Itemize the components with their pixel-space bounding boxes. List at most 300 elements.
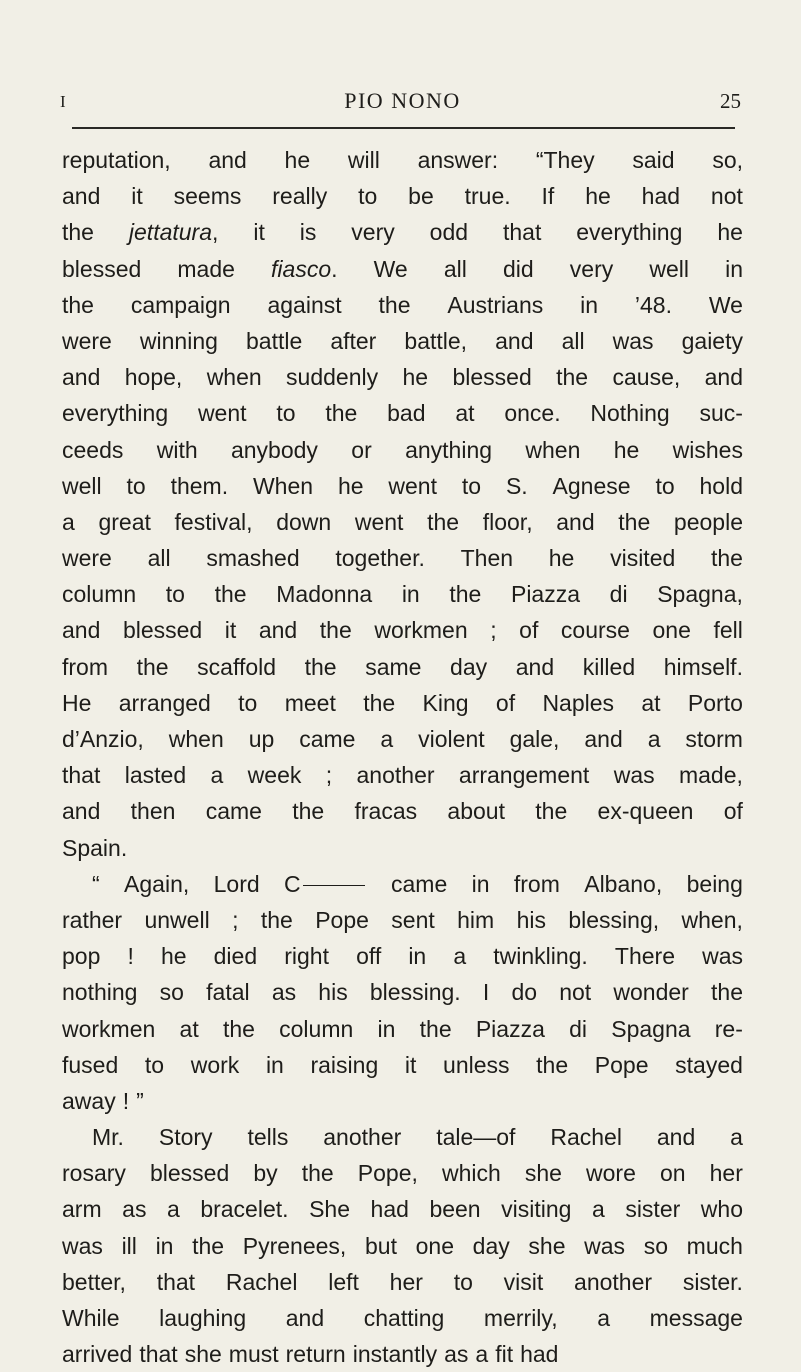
word: message [649,1305,743,1331]
text-line [62,1300,743,1336]
word: as [271,979,297,1006]
text-line [62,649,743,685]
word: and [285,1305,325,1331]
word: Nothing [590,400,670,427]
word: column [279,1015,354,1042]
word: great [98,508,151,535]
word: the [427,508,460,535]
word: went [354,508,404,535]
word: well [649,255,689,282]
word: fatal [206,979,250,1006]
word: in [580,291,599,318]
word: suc- [699,400,743,427]
word: to [165,581,185,608]
word: odd [429,219,469,246]
word: jettatura, [128,219,219,246]
header-rule [72,127,735,129]
word: a [62,508,75,535]
word: his [318,979,348,1006]
word: d’Anzio, [62,726,144,752]
word: she [184,1341,222,1368]
word: all [443,255,467,282]
word: the [260,906,293,933]
word: blessing, [568,906,660,933]
word: visit [503,1268,544,1295]
word: lasted [124,762,187,789]
page-header [60,88,745,120]
word: a [647,726,661,752]
text-line [62,1047,743,1083]
word: and [704,364,743,391]
word: di [569,1015,588,1042]
word: unwell [144,906,210,933]
word: must [228,1341,279,1368]
word: He [62,689,92,716]
word: the [301,1160,334,1187]
text-line [62,1264,743,1300]
word: after [330,327,377,354]
word: up [248,726,275,752]
word: did [502,255,534,282]
word: a [597,1305,611,1331]
word: fused [62,1051,119,1078]
word: came [205,798,262,825]
word: sent [391,906,435,933]
word: was [702,943,743,970]
word: she [524,1160,562,1187]
word: from [513,870,560,897]
word: ! [127,943,134,970]
word: blessing. [369,979,461,1006]
word: so, [712,147,743,173]
word: pop [62,943,101,970]
word: work [190,1051,240,1078]
text-line [62,793,743,829]
word: ; [490,617,497,644]
word: with [156,436,198,463]
word: to [144,1051,165,1078]
word: left [328,1268,359,1295]
word: a [380,726,394,752]
word: right [284,943,329,970]
word: blessed [122,617,203,644]
word: and [62,798,101,825]
word: her [389,1268,423,1295]
word: be [408,183,434,210]
word: Porto [687,689,743,716]
word: ex-queen [597,798,694,825]
word: return [285,1341,346,1368]
word: was [62,1232,103,1259]
word: storm [685,726,743,752]
word: the [535,798,568,825]
word: was [612,327,654,354]
word: di [609,581,628,608]
running-title: PIO NONO [344,88,461,113]
word: came [391,870,448,897]
word: everything [62,400,169,427]
text-line [62,1119,743,1155]
word: and [62,183,101,210]
word: against [267,291,342,318]
word: day [472,1232,510,1259]
word: she [528,1232,566,1259]
word: Madonna [276,581,373,608]
word: then [130,798,176,825]
word: when [525,436,581,463]
word: all [147,545,171,572]
word: meet [284,689,336,716]
word: the [536,1051,569,1078]
text-line [62,866,743,902]
word: raising [310,1051,379,1078]
word: arrangement [458,762,590,789]
word: festival, [174,508,253,535]
word: Agnese [552,472,631,499]
word: fiasco. [271,255,338,282]
word: a [475,1341,489,1368]
word: a [210,762,224,789]
word: at [641,689,661,716]
text-line [62,468,743,504]
word: Rachel [225,1268,298,1295]
word: the [292,798,325,825]
word: tells [247,1124,289,1151]
word: the [711,979,743,1006]
word: about [447,798,505,825]
word: C [284,866,367,902]
word: ’48. [634,291,672,318]
word: or [351,436,372,463]
word: it [224,617,237,644]
text-line [62,287,743,323]
word: floor, [482,508,533,535]
word: tale—of [436,1124,516,1151]
name-dash [303,885,365,886]
word: Then [460,545,514,572]
word: all [561,327,585,354]
word: off [356,943,382,970]
word: bad [387,400,426,427]
word: arrived [62,1341,133,1368]
word: Rachel [550,1124,622,1151]
word: to [461,472,482,499]
word: Story [158,1124,213,1151]
word: he [717,219,743,246]
text-line [62,1083,743,1119]
word: much [686,1232,743,1259]
word: his [516,906,546,933]
text-line [62,1336,743,1372]
word: the [449,581,482,608]
word: had [641,183,681,210]
word: hope, [124,364,183,391]
word: Again, [124,870,190,897]
page-number: 25 [720,89,741,113]
word: S. [505,472,528,499]
word: another [356,762,435,789]
word: made, [678,762,743,789]
word: being [686,870,743,897]
word: that [502,219,542,246]
word: in [471,870,490,897]
word: to [126,472,146,499]
word: which [441,1160,501,1187]
word: another [574,1268,653,1295]
word: not [559,979,592,1006]
word: nothing [62,979,138,1006]
text-line [62,540,743,576]
word: on [659,1160,686,1187]
word: died [213,943,258,970]
word: sister [625,1196,681,1223]
word: as [444,1341,469,1368]
word: in [725,255,743,282]
word: week [247,762,302,789]
word: We [708,291,743,318]
word: cause, [612,364,681,391]
word: and [556,508,595,535]
word: it [404,1051,417,1078]
word: Spain. [62,834,128,861]
word: to [453,1268,473,1295]
word: the [222,1015,255,1042]
word: merrily, [483,1305,558,1331]
word: When [252,472,314,499]
text-line [62,1228,743,1264]
word: stayed [675,1051,743,1078]
word: the [378,291,411,318]
word: the [192,1232,225,1259]
word: course [560,617,630,644]
word: ” [136,1087,144,1114]
word: went [388,472,437,499]
word: better, [62,1268,126,1295]
word: went [197,400,247,427]
word: ceeds [62,436,124,463]
word: visited [610,545,676,572]
word: If [541,183,555,210]
word: Pope [315,906,369,933]
word: will [347,147,380,173]
word: another [323,1124,402,1151]
word: everything [576,219,683,246]
word: been [429,1196,481,1223]
word: he [284,147,311,173]
word: Piazza [510,581,581,608]
word: the [136,653,169,680]
text-line [62,395,743,431]
word: re- [714,1015,743,1042]
word: people [673,508,743,535]
word: gale, [509,726,560,752]
word: the [214,581,247,608]
word: away [62,1087,116,1114]
word: the [319,617,352,644]
word: he [548,545,575,572]
word: is [299,219,317,246]
word: the [62,219,94,246]
word: answer: [417,147,499,173]
word: chatting [363,1305,445,1331]
text-line [62,902,743,938]
word: had [370,1196,409,1223]
word: suddenly [286,364,379,391]
word: wonder [613,979,689,1006]
word: one [415,1232,454,1259]
word: he [585,183,611,210]
word: the [304,653,337,680]
word: gaiety [681,327,743,354]
word: blessed [452,364,532,391]
word: day [450,653,488,680]
word: bracelet. [200,1196,289,1223]
word: and [62,364,101,391]
word: was [613,762,655,789]
word: and [62,617,101,644]
word: battle, [404,327,468,354]
text-line [62,685,743,721]
word: Naples [542,689,615,716]
word: anybody [230,436,318,463]
word: it [131,183,143,210]
word: had [520,1341,559,1368]
text-line [62,721,743,757]
word: Spagna [611,1015,691,1042]
word: very [569,255,614,282]
word: blessed [62,255,142,282]
word: arranged [118,689,211,716]
word: it [253,219,265,246]
word: Piazza [475,1015,545,1042]
word: a [591,1196,605,1223]
word: There [614,943,675,970]
word: the [325,400,358,427]
word: hold [699,472,743,499]
text-line [62,432,743,468]
word: Austrians [447,291,544,318]
word: and [584,726,623,752]
word: “ [92,870,100,897]
word: Mr. [92,1124,124,1151]
word: rosary [62,1160,126,1187]
word: came [299,726,356,752]
word: true. [464,183,511,210]
word: that [156,1268,196,1295]
word: at [179,1015,199,1042]
word: in [401,581,420,608]
word: Pope, [357,1160,418,1187]
text-line [62,974,743,1010]
word: very [351,219,395,246]
word: column [62,581,137,608]
word: and [258,617,298,644]
word: rather [62,906,123,933]
word: ; [325,762,333,789]
word: in [265,1051,284,1078]
word: sister. [682,1268,743,1295]
text-line [62,830,743,866]
word: fracas [354,798,418,825]
word: who [700,1196,743,1223]
word: “They [535,147,595,173]
word: Pope [594,1051,649,1078]
word: workmen [62,1015,156,1042]
word: do [511,979,538,1006]
word: fell [713,617,743,644]
word: in [408,943,427,970]
word: wishes [672,436,743,463]
word: visiting [501,1196,572,1223]
word: campaign [130,291,231,318]
text-line [62,576,743,612]
text-line [62,1011,743,1047]
word: together. [335,545,425,572]
body-text [62,142,743,1372]
word: he [402,364,429,391]
word: unless [443,1051,510,1078]
word: a [166,1196,180,1223]
text-line [62,504,743,540]
word: the [556,364,589,391]
word: he [613,436,640,463]
word: laughing [159,1305,247,1331]
word: were [62,327,112,354]
word: King [422,689,469,716]
word: one [652,617,691,644]
word: fit [495,1341,514,1368]
text-line [62,214,743,250]
word: said [632,147,675,173]
word: when [206,364,262,391]
word: ill [121,1232,137,1259]
text-line [62,1191,743,1227]
word: but [364,1232,397,1259]
word: that [139,1341,178,1368]
text-line [62,178,743,214]
word: same [365,653,422,680]
word: he [337,472,364,499]
word: scaffold [197,653,277,680]
word: workmen [374,617,468,644]
word: not [710,183,743,210]
word: of [519,617,539,644]
word: he [160,943,187,970]
word: violent [418,726,485,752]
text-line [62,612,743,648]
word: down [276,508,332,535]
word: to [276,400,296,427]
word: from [62,653,108,680]
word: ! [122,1087,130,1114]
word: and [515,653,555,680]
word: to [358,183,378,210]
word: once. [504,400,561,427]
word: Albano, [584,870,663,897]
word: reputation, [62,147,171,173]
word: made [177,255,235,282]
word: smashed [206,545,300,572]
text-line [62,359,743,395]
word: the [62,291,94,318]
word: seems [173,183,242,210]
word: blessed [149,1160,230,1187]
word: instantly [352,1341,438,1368]
word: were [62,545,112,572]
word: himself. [663,653,743,680]
word: of [723,798,743,825]
word: and [495,327,534,354]
